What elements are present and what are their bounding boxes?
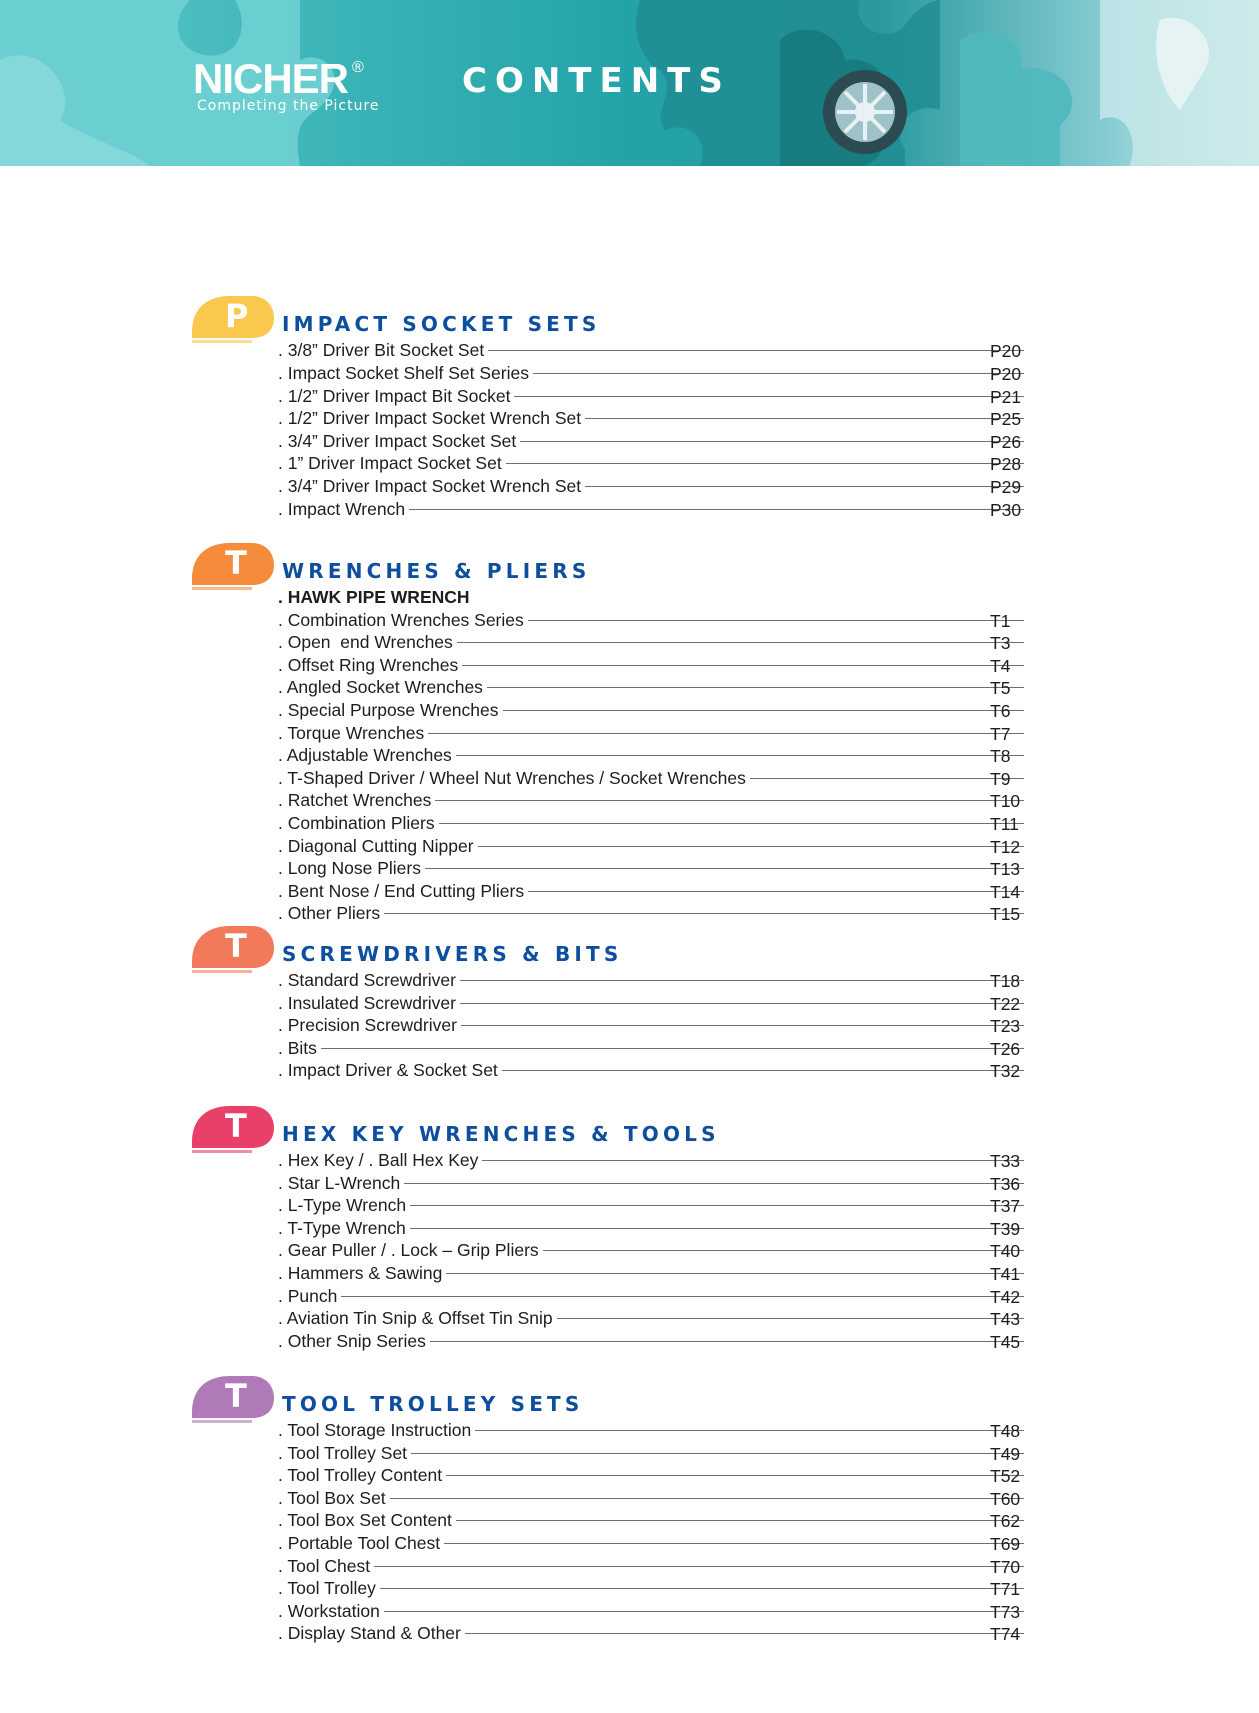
toc-item-page: T49 — [990, 1444, 1021, 1464]
toc-item[interactable] — [278, 1284, 1024, 1306]
page-title: CONTENTS — [462, 61, 731, 101]
toc-item[interactable] — [278, 1013, 1024, 1035]
dot-leader — [543, 1250, 1024, 1251]
toc-item[interactable] — [278, 361, 1024, 383]
brand-logo — [193, 55, 363, 102]
toc-item-label: . L-Type Wrench — [278, 1195, 407, 1215]
toc-item-page: T5 — [990, 678, 1011, 698]
toc-item-page: T62 — [990, 1511, 1021, 1531]
toc-item-label: . Star L-Wrench — [278, 1173, 401, 1193]
dot-leader — [750, 778, 1024, 779]
toc-item-page: T40 — [990, 1241, 1021, 1261]
toc-item-page: T3 — [990, 633, 1011, 653]
toc-item[interactable] — [278, 1329, 1024, 1351]
toc-item-label: . Long Nose Pliers — [278, 858, 421, 878]
dot-leader — [390, 1498, 1024, 1499]
toc-item[interactable] — [278, 384, 1024, 406]
toc-item[interactable] — [278, 1576, 1024, 1598]
toc-item[interactable] — [278, 1463, 1024, 1485]
toc-item-page: T9 — [990, 769, 1011, 789]
dot-leader — [482, 1160, 1024, 1161]
toc-item[interactable] — [278, 991, 1024, 1013]
toc-item-label: . Tool Box Set — [278, 1488, 386, 1508]
section-title: WRENCHES & PLIERS — [282, 559, 591, 583]
toc-item-label: . 3/8” Driver Bit Socket Set — [278, 340, 485, 360]
dot-leader — [444, 1543, 1024, 1544]
toc-item-page: T13 — [990, 859, 1021, 879]
toc-item-label: . Combination Wrenches Series — [278, 610, 524, 630]
toc-item[interactable] — [278, 675, 1024, 697]
dot-leader — [456, 755, 1024, 756]
toc-item[interactable] — [278, 1058, 1024, 1080]
toc-item[interactable] — [278, 406, 1024, 428]
toc-item[interactable] — [278, 1306, 1024, 1328]
toc-item-page: T33 — [990, 1151, 1021, 1171]
dot-leader — [461, 1025, 1024, 1026]
toc-item[interactable] — [278, 856, 1024, 878]
dot-leader — [478, 846, 1024, 847]
toc-item[interactable] — [278, 721, 1024, 743]
dot-leader — [409, 509, 1024, 510]
toc-item-label: . 3/4” Driver Impact Socket Wrench Set — [278, 476, 582, 496]
dot-leader — [465, 1633, 1024, 1634]
dot-leader — [528, 891, 1024, 892]
section-badge — [190, 292, 276, 350]
toc-item[interactable] — [278, 1261, 1024, 1283]
section-title: SCREWDRIVERS & BITS — [282, 942, 623, 966]
toc-item-label: . Workstation — [278, 1601, 380, 1621]
toc-item[interactable] — [278, 811, 1024, 833]
toc-item-label: . Adjustable Wrenches — [278, 745, 452, 765]
toc-item[interactable] — [278, 766, 1024, 788]
toc-item-page: T32 — [990, 1061, 1021, 1081]
toc-item-page: T22 — [990, 994, 1021, 1014]
toc-item-page: T71 — [990, 1579, 1021, 1599]
toc-item-page: T42 — [990, 1287, 1021, 1307]
toc-item-page: T60 — [990, 1489, 1021, 1509]
toc-item-page: T18 — [990, 971, 1021, 991]
toc-item-label: . Bits — [278, 1038, 317, 1058]
toc-item-page: T6 — [990, 701, 1011, 721]
dot-leader — [446, 1273, 1024, 1274]
dot-leader — [456, 1520, 1024, 1521]
toc-item-page: T11 — [990, 814, 1019, 834]
dot-leader — [425, 868, 1024, 869]
toc-item-page: T14 — [990, 882, 1021, 902]
toc-item-page: P20 — [990, 364, 1022, 384]
section-badge-letter: T — [225, 544, 247, 582]
toc-item[interactable] — [278, 1148, 1024, 1170]
toc-item-label: . Tool Chest — [278, 1556, 371, 1576]
toc-item-page: T52 — [990, 1466, 1021, 1486]
toc-item-label: . Other Snip Series — [278, 1331, 426, 1351]
toc-item-label: . Hammers & Sawing — [278, 1263, 443, 1283]
toc-item-label: . Ratchet Wrenches — [278, 790, 432, 810]
toc-item[interactable] — [278, 1036, 1024, 1058]
section-badge — [190, 1102, 276, 1160]
dot-leader — [488, 350, 1024, 351]
toc-item[interactable] — [278, 1554, 1024, 1576]
toc-item-page: T10 — [990, 791, 1021, 811]
dot-leader — [404, 1183, 1024, 1184]
toc-item[interactable] — [278, 698, 1024, 720]
toc-item-page: P28 — [990, 454, 1022, 474]
toc-item[interactable] — [278, 338, 1024, 360]
section-title: HEX KEY WRENCHES & TOOLS — [282, 1122, 720, 1146]
toc-item-page: T1 — [990, 611, 1011, 631]
toc-item[interactable] — [278, 1508, 1024, 1530]
toc-item-label: . Other Pliers — [278, 903, 381, 923]
toc-item-label: . Display Stand & Other — [278, 1623, 461, 1643]
toc-item[interactable] — [278, 1193, 1024, 1215]
toc-item[interactable] — [278, 788, 1024, 810]
dot-leader — [506, 463, 1024, 464]
toc-item[interactable] — [278, 1621, 1024, 1643]
dot-leader — [557, 1318, 1024, 1319]
dot-leader — [439, 823, 1024, 824]
dot-leader — [487, 687, 1024, 688]
toc-item[interactable] — [278, 834, 1024, 856]
toc-item-label: . Angled Socket Wrenches — [278, 677, 483, 697]
toc-item-page: T70 — [990, 1557, 1021, 1577]
dot-leader — [520, 441, 1024, 442]
dot-leader — [502, 1070, 1024, 1071]
section-badge — [190, 1372, 276, 1430]
dot-leader — [384, 1611, 1024, 1612]
dot-leader — [374, 1566, 1024, 1567]
toc-item-label: . Tool Box Set Content — [278, 1510, 452, 1530]
section-badge-letter: T — [225, 927, 247, 965]
dot-leader — [435, 800, 1024, 801]
toc-item-page: P21 — [990, 387, 1022, 407]
section-title: IMPACT SOCKET SETS — [282, 312, 601, 336]
toc-item[interactable] — [278, 879, 1024, 901]
toc-item-page: T45 — [990, 1332, 1021, 1352]
brand-name: NICHER — [193, 55, 349, 102]
toc-item-page: P30 — [990, 500, 1022, 520]
toc-item[interactable] — [278, 1441, 1024, 1463]
toc-item-page: P26 — [990, 432, 1022, 452]
toc-item-label: . Impact Wrench — [278, 499, 406, 519]
toc-item-label: . 1” Driver Impact Socket Set — [278, 453, 502, 473]
section-badge-letter: P — [225, 297, 249, 335]
toc-item-label: . HAWK PIPE WRENCH — [278, 587, 470, 607]
dot-leader — [341, 1296, 1024, 1297]
toc-item-label: . 3/4” Driver Impact Socket Set — [278, 431, 517, 451]
dot-leader — [446, 1475, 1024, 1476]
dot-leader — [380, 1588, 1024, 1589]
toc-item-page: T48 — [990, 1421, 1021, 1441]
toc-item-page: T7 — [990, 724, 1011, 744]
dot-leader — [475, 1430, 1024, 1431]
toc-item-label: . 1/2” Driver Impact Bit Socket — [278, 386, 511, 406]
toc-item-label: . Impact Socket Shelf Set Series — [278, 363, 529, 383]
toc-item-page: T37 — [990, 1196, 1021, 1216]
toc-item-page: T36 — [990, 1174, 1021, 1194]
dot-leader — [514, 396, 1024, 397]
toc-item[interactable] — [278, 451, 1024, 473]
toc-item[interactable] — [278, 1171, 1024, 1193]
toc-item[interactable] — [278, 901, 1024, 923]
toc-item[interactable] — [278, 608, 1024, 630]
toc-item-label: . Precision Screwdriver — [278, 1015, 457, 1035]
toc-item[interactable] — [278, 1599, 1024, 1621]
dot-leader — [585, 418, 1024, 419]
toc-item[interactable] — [278, 429, 1024, 451]
toc-item[interactable] — [278, 1238, 1024, 1260]
toc-item[interactable] — [278, 474, 1024, 496]
toc-item-label: . Punch — [278, 1286, 338, 1306]
toc-item-label: . Open end Wrenches — [278, 632, 453, 652]
toc-item-page: T41 — [990, 1264, 1021, 1284]
toc-item-page: P29 — [990, 477, 1022, 497]
toc-item-label: . Hex Key / . Ball Hex Key — [278, 1150, 479, 1170]
toc-item[interactable] — [278, 968, 1024, 990]
toc-item-label: . Torque Wrenches — [278, 723, 425, 743]
toc-item-label: . Bent Nose / End Cutting Pliers — [278, 881, 525, 901]
toc-item-label: . Tool Storage Instruction — [278, 1420, 472, 1440]
toc-item[interactable] — [278, 743, 1024, 765]
dot-leader — [321, 1048, 1024, 1049]
toc-item[interactable] — [278, 1216, 1024, 1238]
dot-leader — [411, 1453, 1024, 1454]
toc-item-label: . Tool Trolley Set — [278, 1443, 408, 1463]
toc-item-page: T15 — [990, 904, 1021, 924]
toc-item-page: T43 — [990, 1309, 1021, 1329]
toc-item-page: T74 — [990, 1624, 1021, 1644]
toc-item[interactable] — [278, 1418, 1024, 1440]
toc-item-label: . Special Purpose Wrenches — [278, 700, 499, 720]
dot-leader — [430, 1341, 1024, 1342]
toc-item[interactable] — [278, 630, 1024, 652]
toc-item-page: T69 — [990, 1534, 1021, 1554]
dot-leader — [533, 373, 1024, 374]
toc-item-label: . T-Type Wrench — [278, 1218, 406, 1238]
toc-item-label: . Combination Pliers — [278, 813, 435, 833]
toc-item-label: . Aviation Tin Snip & Offset Tin Snip — [278, 1308, 553, 1328]
header-banner — [0, 0, 1259, 166]
section-badge — [190, 539, 276, 597]
section-title: TOOL TROLLEY SETS — [282, 1392, 584, 1416]
dot-leader — [410, 1228, 1024, 1229]
section-badge — [190, 922, 276, 980]
toc-item-page: T12 — [990, 837, 1021, 857]
toc-item-page: T26 — [990, 1039, 1021, 1059]
dot-leader — [528, 620, 1024, 621]
toc-item-label: . 1/2” Driver Impact Socket Wrench Set — [278, 408, 582, 428]
toc-item-label: . Tool Trolley — [278, 1578, 376, 1598]
brand-tagline: Completing the Picture — [197, 98, 380, 114]
dot-leader — [460, 1003, 1024, 1004]
toc-item-label: . Tool Trolley Content — [278, 1465, 443, 1485]
section-badge-letter: T — [225, 1377, 247, 1415]
toc-item-label: . Gear Puller / . Lock – Grip Pliers — [278, 1240, 539, 1260]
toc-item-page: P20 — [990, 341, 1022, 361]
toc-item[interactable] — [278, 585, 1024, 607]
toc-item-label: . Standard Screwdriver — [278, 970, 456, 990]
toc-item-label: . Impact Driver & Socket Set — [278, 1060, 498, 1080]
dot-leader — [503, 710, 1025, 711]
dot-leader — [460, 980, 1024, 981]
toc-item-page: T4 — [990, 656, 1011, 676]
dot-leader — [457, 642, 1024, 643]
toc-item[interactable] — [278, 1486, 1024, 1508]
dot-leader — [384, 913, 1024, 914]
toc-item-label: . Offset Ring Wrenches — [278, 655, 459, 675]
dot-leader — [410, 1205, 1024, 1206]
toc-item-page: T23 — [990, 1016, 1021, 1036]
toc-item-label: . Insulated Screwdriver — [278, 993, 456, 1013]
toc-item-label: . Portable Tool Chest — [278, 1533, 441, 1553]
section-badge-letter: T — [225, 1107, 247, 1145]
toc-item[interactable] — [278, 497, 1024, 519]
toc-item-page: T39 — [990, 1219, 1021, 1239]
toc-item-page: P25 — [990, 409, 1022, 429]
toc-item[interactable] — [278, 653, 1024, 675]
toc-item-page: T73 — [990, 1602, 1021, 1622]
toc-item-label: . Diagonal Cutting Nipper — [278, 836, 474, 856]
toc-item[interactable] — [278, 1531, 1024, 1553]
toc-item-label: . T-Shaped Driver / Wheel Nut Wrenches / Socket Wrenches — [278, 768, 746, 788]
dot-leader — [585, 486, 1024, 487]
dot-leader — [462, 665, 1024, 666]
dot-leader — [428, 733, 1024, 734]
toc-item-page: T8 — [990, 746, 1011, 766]
registered-mark: ® — [352, 59, 363, 76]
